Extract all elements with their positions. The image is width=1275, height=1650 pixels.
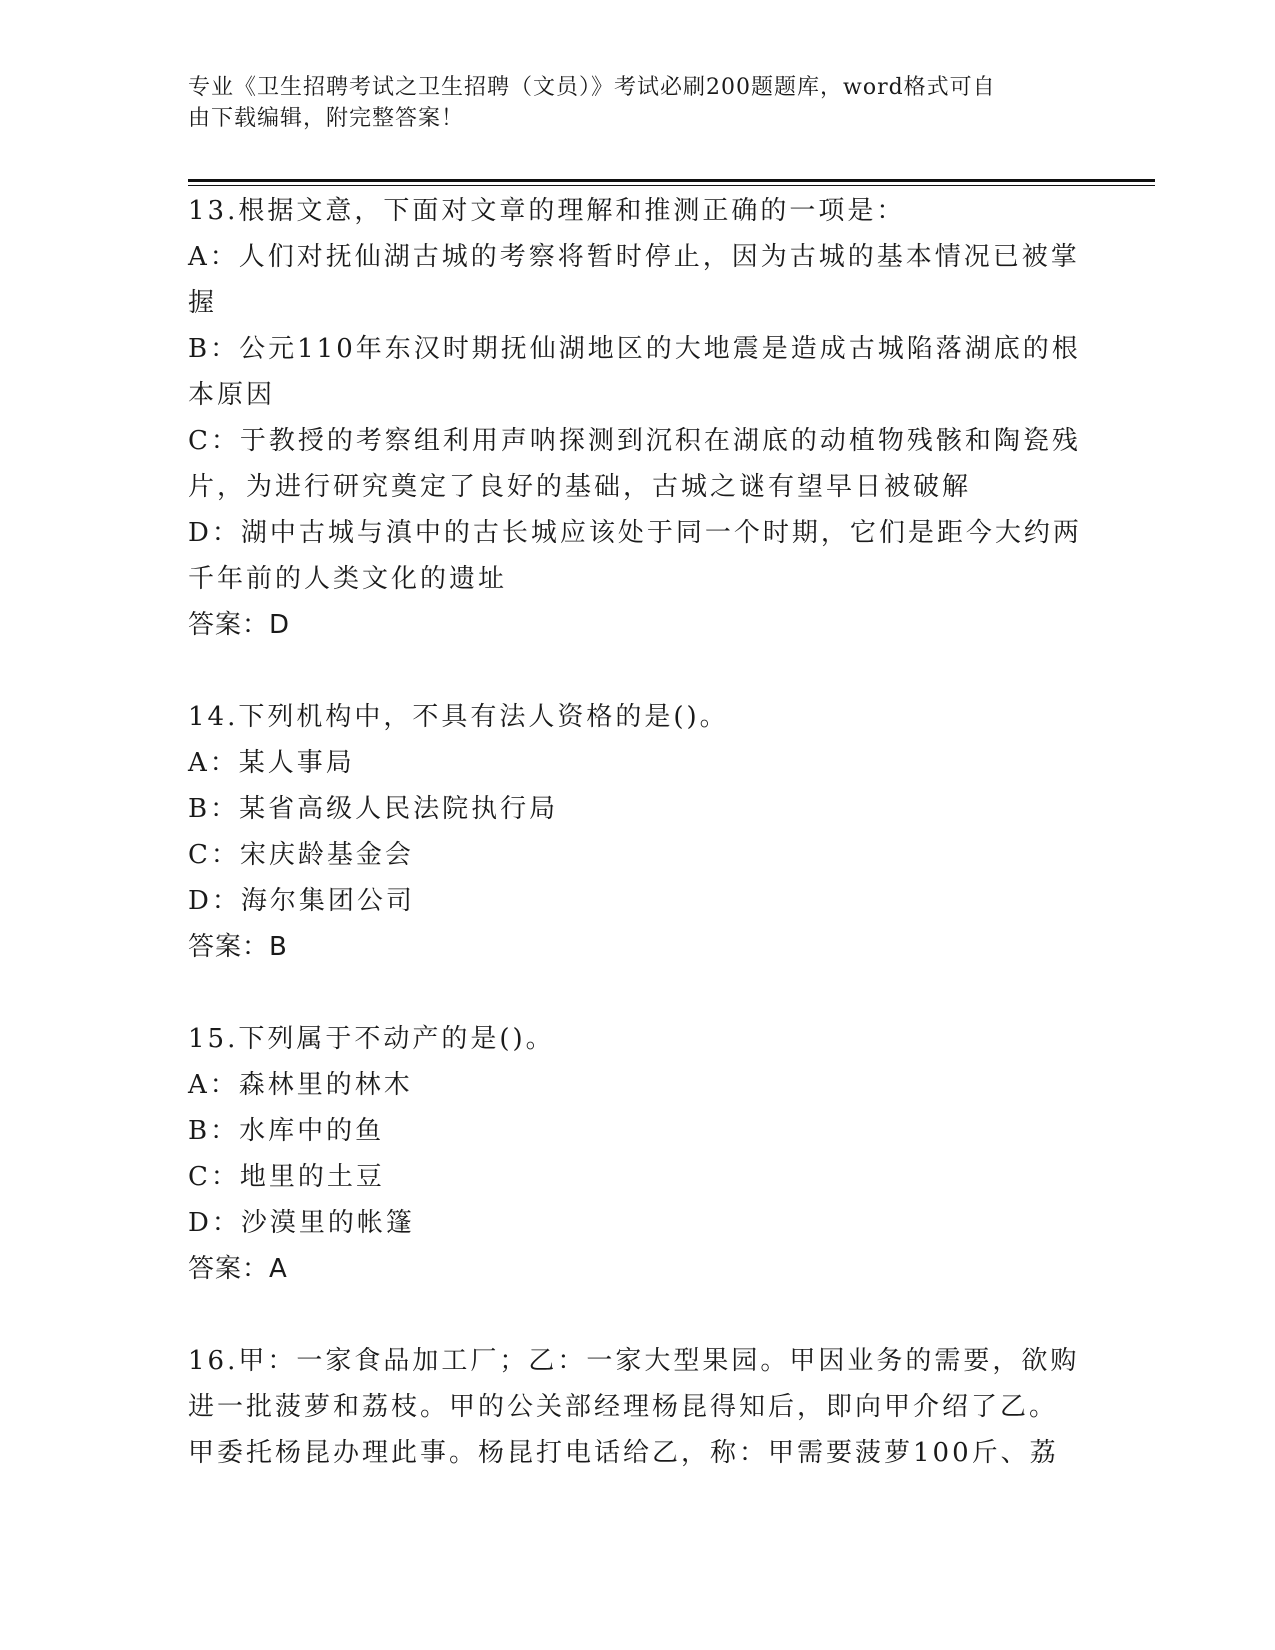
question-stem: 13.根据文意，下面对文章的理解和推测正确的一项是：: [188, 196, 906, 226]
option-c-continued: 片，为进行研究奠定了良好的基础，古城之谜有望早日被破解: [188, 472, 972, 502]
option-b: B：公元110年东汉时期抚仙湖地区的大地震是造成古城陷落湖底的根: [188, 334, 1081, 364]
option-c: C：于教授的考察组利用声呐探测到沉积在湖底的动植物残骸和陶瓷残: [188, 426, 1081, 456]
option-c: C：地里的土豆: [188, 1162, 385, 1192]
header-divider-thick: [188, 179, 1155, 182]
option-c: C：宋庆龄基金会: [188, 840, 414, 870]
option-d-continued: 千年前的人类文化的遗址: [188, 564, 508, 594]
question-14: [188, 694, 1088, 970]
option-b: B：某省高级人民法院执行局: [188, 794, 559, 824]
question-15: [188, 1016, 1088, 1292]
option-a: A：某人事局: [188, 748, 355, 778]
option-b-continued: 本原因: [188, 380, 276, 410]
question-16: [188, 1338, 1088, 1476]
header-divider-thin: [188, 185, 1155, 186]
question-stem: 15.下列属于不动产的是()。: [188, 1024, 555, 1054]
question-stem-continued: 甲委托杨昆办理此事。杨昆打电话给乙，称：甲需要菠萝100斤、荔: [188, 1438, 1059, 1468]
question-stem-continued: 进一批菠萝和荔枝。甲的公关部经理杨昆得知后，即向甲介绍了乙。: [188, 1392, 1059, 1422]
question-13: [188, 188, 1088, 648]
option-a: A：森林里的林木: [188, 1070, 413, 1100]
option-d: D：沙漠里的帐篷: [188, 1208, 415, 1238]
header-line: 由下载编辑，附完整答案！: [188, 106, 465, 131]
option-d: D：海尔集团公司: [188, 886, 415, 916]
spacer: [188, 1292, 1088, 1338]
spacer: [188, 970, 1088, 1016]
answer-label: 答案：D: [188, 610, 291, 640]
option-b: B：水库中的鱼: [188, 1116, 385, 1146]
option-a: A：人们对抚仙湖古城的考察将暂时停止，因为古城的基本情况已被掌: [188, 242, 1080, 272]
spacer: [188, 648, 1088, 694]
option-d: D：湖中古城与滇中的古长城应该处于同一个时期，它们是距今大约两: [188, 518, 1082, 548]
question-list: [188, 188, 1088, 1476]
document-header: [188, 72, 1088, 134]
header-line: 专业《卫生招聘考试之卫生招聘（文员）》考试必刷200题题库，word格式可自: [188, 75, 996, 100]
answer-label: 答案：A: [188, 1254, 288, 1284]
question-stem: 16.甲：一家食品加工厂；乙：一家大型果园。甲因业务的需要，欲购: [188, 1346, 1080, 1376]
answer-label: 答案：B: [188, 932, 288, 962]
option-a-continued: 握: [188, 288, 218, 318]
question-stem: 14.下列机构中，不具有法人资格的是()。: [188, 702, 729, 732]
